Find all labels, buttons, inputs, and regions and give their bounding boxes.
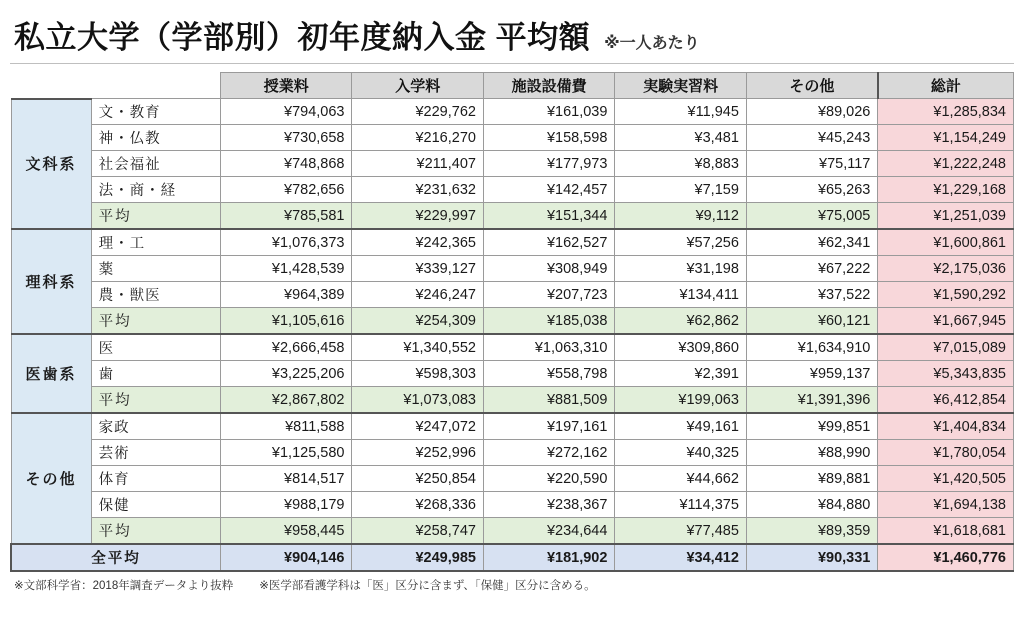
cell-total: ¥1,420,505: [878, 466, 1014, 492]
cell-value: ¥246,247: [352, 282, 483, 308]
cell-value: ¥309,860: [615, 334, 746, 361]
row-label: 医: [91, 334, 220, 361]
cell-value: ¥988,179: [221, 492, 352, 518]
cell-value: ¥231,632: [352, 177, 483, 203]
title-divider: [10, 63, 1014, 64]
cell-value: ¥158,598: [483, 125, 614, 151]
row-label: 社会福祉: [91, 151, 220, 177]
cell-value: ¥84,880: [746, 492, 877, 518]
table-row: [11, 334, 1014, 361]
cell-value: ¥964,389: [221, 282, 352, 308]
cell-value: ¥730,658: [221, 125, 352, 151]
table-row: [11, 492, 1014, 518]
table-row: [11, 361, 1014, 387]
cell-value: ¥3,225,206: [221, 361, 352, 387]
cell-value: ¥31,198: [615, 256, 746, 282]
row-label: 芸術: [91, 440, 220, 466]
cell-value: ¥234,644: [483, 518, 614, 545]
cell-value: ¥2,666,458: [221, 334, 352, 361]
table-row: [11, 308, 1014, 335]
header-col-4: 施設設備費: [483, 73, 614, 99]
cell-value: ¥161,039: [483, 99, 614, 125]
row-label: 神・仏教: [91, 125, 220, 151]
cell-value: ¥220,590: [483, 466, 614, 492]
cell-value: ¥1,428,539: [221, 256, 352, 282]
page-title: [10, 6, 1014, 61]
cell-value: ¥57,256: [615, 229, 746, 256]
cell-value: ¥7,159: [615, 177, 746, 203]
header-col-2: 授業料: [221, 73, 352, 99]
row-label: 平均: [91, 203, 220, 230]
header-blank-0: [11, 73, 91, 99]
group-label: 医歯系: [11, 334, 91, 413]
cell-value: ¥185,038: [483, 308, 614, 335]
cell-value: ¥598,303: [352, 361, 483, 387]
cell-value: ¥197,161: [483, 413, 614, 440]
cell-value: ¥67,222: [746, 256, 877, 282]
cell-value: ¥2,867,802: [221, 387, 352, 414]
cell-total: ¥1,600,861: [878, 229, 1014, 256]
cell-value: ¥65,263: [746, 177, 877, 203]
cell-value: ¥211,407: [352, 151, 483, 177]
cell-value: ¥8,883: [615, 151, 746, 177]
footnotes: [10, 577, 1014, 593]
cell-value: ¥258,747: [352, 518, 483, 545]
cell-value: ¥45,243: [746, 125, 877, 151]
cell-total: ¥1,285,834: [878, 99, 1014, 125]
title-note: ※一人あたり: [604, 35, 700, 52]
cell-total: ¥5,343,835: [878, 361, 1014, 387]
grand-total-total: ¥1,460,776: [878, 544, 1014, 571]
table-row: [11, 203, 1014, 230]
row-label: 農・獣医: [91, 282, 220, 308]
cell-total: ¥1,222,248: [878, 151, 1014, 177]
table-body: [11, 99, 1014, 572]
table-row: [11, 99, 1014, 125]
grand-total-value: ¥904,146: [221, 544, 352, 571]
cell-value: ¥1,391,396: [746, 387, 877, 414]
cell-value: ¥99,851: [746, 413, 877, 440]
cell-value: ¥785,581: [221, 203, 352, 230]
row-label: 歯: [91, 361, 220, 387]
cell-value: ¥250,854: [352, 466, 483, 492]
cell-total: ¥1,590,292: [878, 282, 1014, 308]
cell-value: ¥247,072: [352, 413, 483, 440]
title-main: 私立大学（学部別）初年度納入金 平均額: [14, 20, 591, 55]
cell-value: ¥1,125,580: [221, 440, 352, 466]
table-row: [11, 518, 1014, 545]
header-col-6: その他: [746, 73, 877, 99]
cell-value: ¥49,161: [615, 413, 746, 440]
cell-value: ¥272,162: [483, 440, 614, 466]
cell-total: ¥1,667,945: [878, 308, 1014, 335]
cell-total: ¥7,015,089: [878, 334, 1014, 361]
table-row: [11, 125, 1014, 151]
cell-value: ¥89,359: [746, 518, 877, 545]
row-label: 法・商・経: [91, 177, 220, 203]
cell-value: ¥1,105,616: [221, 308, 352, 335]
cell-value: ¥216,270: [352, 125, 483, 151]
fees-table: [10, 72, 1014, 572]
cell-value: ¥114,375: [615, 492, 746, 518]
cell-value: ¥88,990: [746, 440, 877, 466]
cell-value: ¥89,881: [746, 466, 877, 492]
cell-total: ¥1,154,249: [878, 125, 1014, 151]
cell-value: ¥229,997: [352, 203, 483, 230]
footnote-2: ※医学部看護学科は「医」区分に含まず、「保健」区分に含める。: [259, 580, 596, 592]
row-label: 平均: [91, 518, 220, 545]
cell-value: ¥2,391: [615, 361, 746, 387]
grand-total-value: ¥181,902: [483, 544, 614, 571]
cell-value: ¥60,121: [746, 308, 877, 335]
cell-value: ¥177,973: [483, 151, 614, 177]
table-row: [11, 387, 1014, 414]
grand-total-row: [11, 544, 1014, 571]
table-row: [11, 466, 1014, 492]
cell-value: ¥1,340,552: [352, 334, 483, 361]
cell-value: ¥794,063: [221, 99, 352, 125]
cell-total: ¥1,229,168: [878, 177, 1014, 203]
cell-value: ¥62,862: [615, 308, 746, 335]
table-row: [11, 177, 1014, 203]
header-col-5: 実験実習料: [615, 73, 746, 99]
cell-value: ¥134,411: [615, 282, 746, 308]
cell-value: ¥814,517: [221, 466, 352, 492]
cell-total: ¥1,694,138: [878, 492, 1014, 518]
cell-value: ¥959,137: [746, 361, 877, 387]
cell-value: ¥252,996: [352, 440, 483, 466]
table-row: [11, 440, 1014, 466]
row-label: 薬: [91, 256, 220, 282]
cell-value: ¥308,949: [483, 256, 614, 282]
cell-value: ¥3,481: [615, 125, 746, 151]
cell-total: ¥2,175,036: [878, 256, 1014, 282]
cell-value: ¥62,341: [746, 229, 877, 256]
grand-total-value: ¥90,331: [746, 544, 877, 571]
cell-value: ¥558,798: [483, 361, 614, 387]
cell-value: ¥958,445: [221, 518, 352, 545]
footnote-1: ※文部科学省：2018年調査データより抜粋: [14, 580, 234, 592]
cell-value: ¥782,656: [221, 177, 352, 203]
cell-value: ¥75,005: [746, 203, 877, 230]
cell-value: ¥151,344: [483, 203, 614, 230]
table-header: [11, 73, 1014, 99]
row-label: 保健: [91, 492, 220, 518]
cell-value: ¥229,762: [352, 99, 483, 125]
header-col-3: 入学料: [352, 73, 483, 99]
table-row: [11, 282, 1014, 308]
cell-value: ¥242,365: [352, 229, 483, 256]
cell-value: ¥339,127: [352, 256, 483, 282]
cell-value: ¥811,588: [221, 413, 352, 440]
row-label: 平均: [91, 308, 220, 335]
group-label: その他: [11, 413, 91, 544]
cell-value: ¥9,112: [615, 203, 746, 230]
cell-value: ¥199,063: [615, 387, 746, 414]
cell-value: ¥75,117: [746, 151, 877, 177]
row-label: 平均: [91, 387, 220, 414]
row-label: 体育: [91, 466, 220, 492]
row-label: 理・工: [91, 229, 220, 256]
cell-value: ¥1,063,310: [483, 334, 614, 361]
row-label: 家政: [91, 413, 220, 440]
cell-value: ¥268,336: [352, 492, 483, 518]
cell-value: ¥37,522: [746, 282, 877, 308]
grand-total-value: ¥249,985: [352, 544, 483, 571]
cell-total: ¥1,404,834: [878, 413, 1014, 440]
row-label: 文・教育: [91, 99, 220, 125]
grand-total-label: 全平均: [11, 544, 221, 571]
header-blank-1: [91, 73, 220, 99]
grand-total-value: ¥34,412: [615, 544, 746, 571]
cell-value: ¥142,457: [483, 177, 614, 203]
header-total: 総計: [878, 73, 1014, 99]
cell-value: ¥44,662: [615, 466, 746, 492]
cell-value: ¥162,527: [483, 229, 614, 256]
cell-total: ¥6,412,854: [878, 387, 1014, 414]
cell-total: ¥1,780,054: [878, 440, 1014, 466]
cell-value: ¥1,073,083: [352, 387, 483, 414]
cell-value: ¥881,509: [483, 387, 614, 414]
cell-value: ¥254,309: [352, 308, 483, 335]
cell-value: ¥238,367: [483, 492, 614, 518]
cell-value: ¥207,723: [483, 282, 614, 308]
table-row: [11, 256, 1014, 282]
table-row: [11, 413, 1014, 440]
cell-value: ¥1,076,373: [221, 229, 352, 256]
cell-value: ¥89,026: [746, 99, 877, 125]
cell-value: ¥77,485: [615, 518, 746, 545]
cell-total: ¥1,618,681: [878, 518, 1014, 545]
cell-value: ¥1,634,910: [746, 334, 877, 361]
group-label: 理科系: [11, 229, 91, 334]
group-label: 文科系: [11, 99, 91, 230]
cell-value: ¥40,325: [615, 440, 746, 466]
table-row: [11, 229, 1014, 256]
cell-value: ¥11,945: [615, 99, 746, 125]
table-row: [11, 151, 1014, 177]
cell-value: ¥748,868: [221, 151, 352, 177]
cell-total: ¥1,251,039: [878, 203, 1014, 230]
